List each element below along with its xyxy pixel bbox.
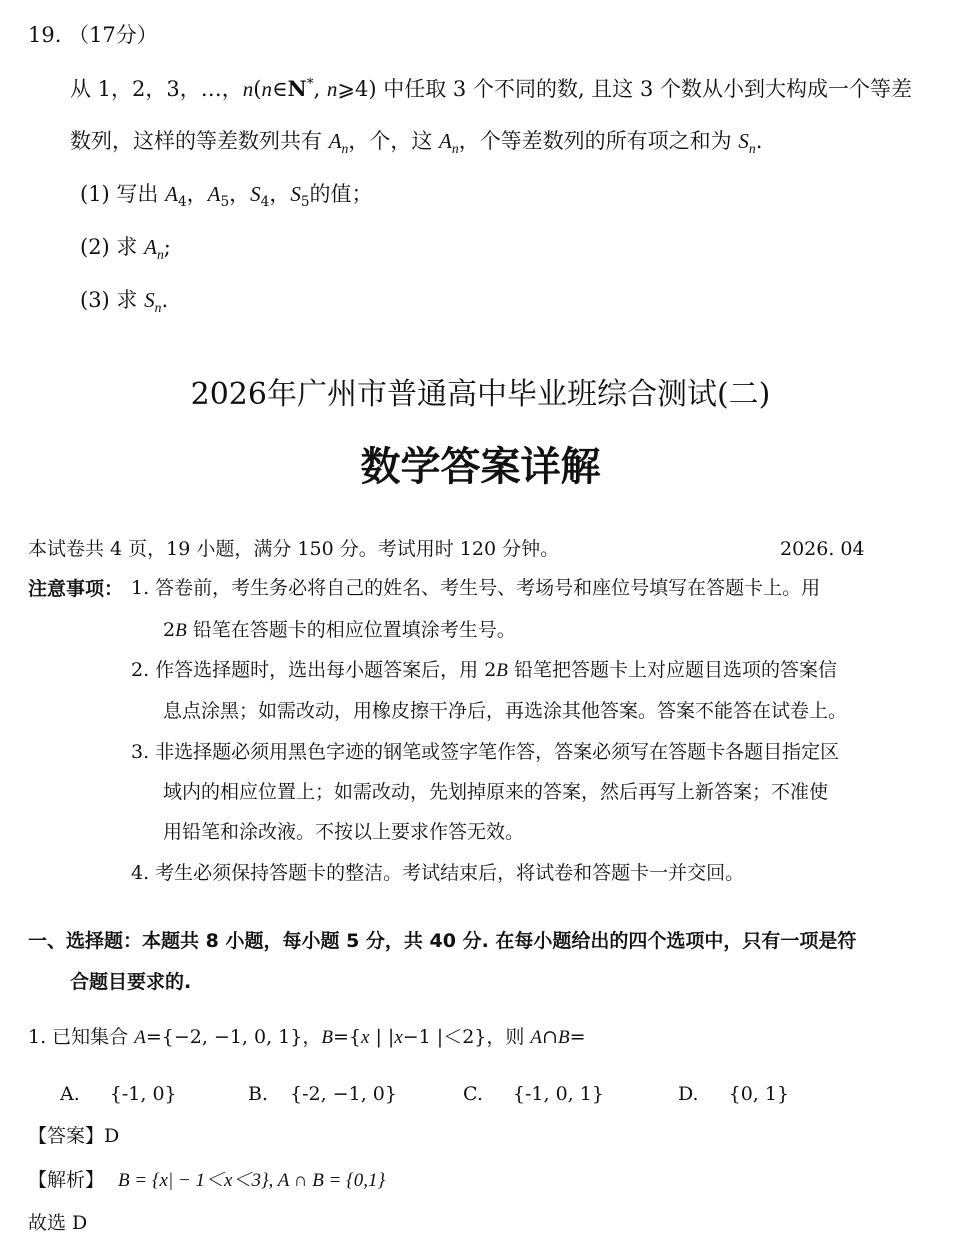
- notice-line-7: 用铅笔和涂改液。不按以上要求作答无效。: [163, 821, 525, 843]
- section-heading: 一、选择题：本题共 8 小题，每小题 5 分，共 40 分. 在每小题给出的四个选项中，只有一项是符: [28, 930, 857, 952]
- exam-title: 2026年广州市普通高中毕业班综合测试(二): [190, 377, 771, 412]
- q19-line1: 从 1，2，3，…，n(n∈N*, n⩾4) 中任取 3 个不同的数, 且这 3 个数从小到大构成一个等差: [70, 76, 913, 101]
- q19-part1: (1) 写出 $A_4$，$A_5$，$S_4$，$S_5$的值；: [80, 182, 373, 211]
- q1-analysis: 【解析】 B = {x| − 1＜x＜3}, A ∩ B = {0,1}: [28, 1169, 386, 1191]
- answer-title: 数学答案详解: [360, 444, 601, 490]
- exam-date: 2026. 04: [780, 538, 865, 560]
- notice-line-1: 1. 答卷前，考生务必将自己的姓名、考生号、考场号和座位号填写在答题卡上。用: [131, 577, 821, 599]
- q1-answer: 【答案】D: [28, 1125, 120, 1147]
- notice-line-8: 4. 考生必须保持答题卡的整洁。考试结束后，将试卷和答题卡一并交回。: [131, 862, 745, 884]
- q1-stem: 1. 已知集合 A={−2, −1, 0, 1}，B={x | |x−1 |＜2}，则 A∩B=: [28, 1026, 586, 1048]
- notice-label: 注意事项：: [28, 578, 124, 600]
- q1-option-c: C. {-1, 0, 1}: [463, 1083, 604, 1105]
- notice-line-5: 3. 非选择题必须用黑色字迹的钢笔或签字笔作答，答案必须写在答题卡各题目指定区: [131, 741, 840, 763]
- q1-option-a: A. {-1, 0}: [60, 1083, 177, 1105]
- notice-line-3: 2. 作答选择题时，选出每小题答案后，用 2B 铅笔把答题卡上对应题目选项的答案信: [131, 659, 837, 681]
- q1-choose: 故选 D: [28, 1212, 88, 1234]
- q19-line2: 数列，这样的等差数列共有 $A_n$，个，这 $A_n$，个等差数列的所有项之和为 $S_n$.: [70, 129, 763, 157]
- exam-info: 本试卷共 4 页，19 小题，满分 150 分。考试用时 120 分钟。: [28, 538, 560, 560]
- q19-part3: (3) 求 $S_n$.: [80, 288, 169, 316]
- notice-line-6: 域内的相应位置上；如需改动，先划掉原来的答案，然后再写上新答案；不准使: [163, 781, 829, 803]
- q1-option-b: B. {-2, −1, 0}: [248, 1083, 397, 1105]
- notice-line-4: 息点涂黑；如需改动，用橡皮擦干净后，再选涂其他答案。答案不能答在试卷上。: [163, 700, 848, 722]
- notice-line-2: 2B 铅笔在答题卡的相应位置填涂考生号。: [163, 619, 516, 641]
- q19-header: 19. （17分）: [28, 23, 158, 47]
- q19-part2: (2) 求 $A_n$;: [80, 235, 171, 263]
- section-heading-cont: 合题目要求的.: [70, 971, 192, 993]
- q1-option-d: D. {0, 1}: [678, 1083, 790, 1105]
